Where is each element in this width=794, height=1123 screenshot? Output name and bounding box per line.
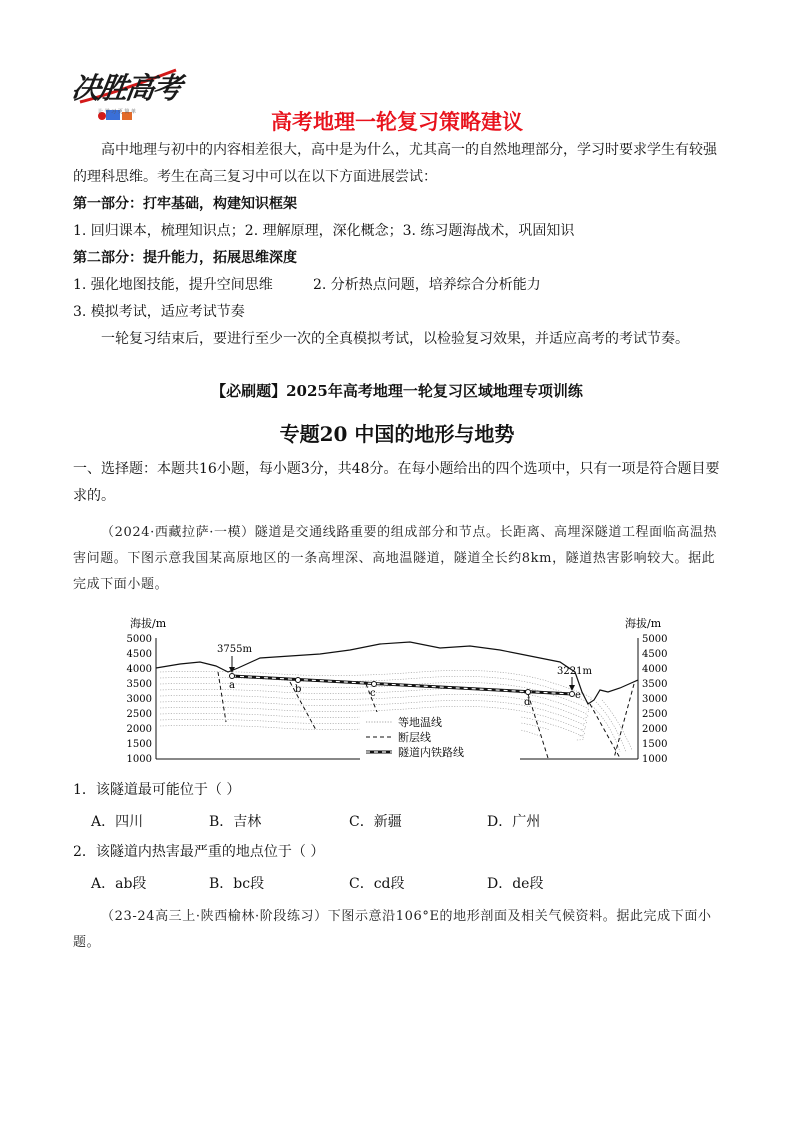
point-label-b: b xyxy=(295,684,302,695)
q1-option-b[interactable]: B．吉林 xyxy=(209,814,262,830)
page-title: 高考地理一轮复习策略建议 xyxy=(271,110,523,134)
question-context-1: （2024·西藏拉萨·一模）隧道是交通线路重要的组成部分和节点。长距离、高埋深隧道工程面临高温热害问题。下图示意我国某高原地区的一条高埋深、高地温隧道，隧道全长约8km，隧道热害影响较大。据此完成下面小题。 xyxy=(73,525,718,592)
q2-option-d[interactable]: D．de段 xyxy=(487,876,544,892)
section-intro: 一、选择题：本题共16小题，每小题3分，共48分。在每小题给出的四个选项中，只有一项是符合题目要求的。 xyxy=(73,461,720,504)
question-2-stem: 2．该隧道内热害最严重的地点位于（ ） xyxy=(73,844,325,860)
tick-label: 3000 xyxy=(126,694,152,705)
tick-label: 2500 xyxy=(642,709,668,720)
logo-text: 决胜高考 xyxy=(69,71,183,105)
question-1-stem: 1．该隧道最可能位于（ ） xyxy=(73,782,241,798)
elevation-a-label: 3755m xyxy=(217,644,252,655)
tick-label: 5000 xyxy=(642,634,668,645)
question-context-2: （23-24高三上·陕西榆林·阶段练习）下图示意沿106°E的地形剖面及相关气候资料。据此完成下面小题。 xyxy=(73,909,712,950)
elevation-e-label: 3221m xyxy=(557,666,592,677)
point-e-marker xyxy=(570,692,575,697)
intro-closing: 一轮复习结束后，要进行至少一次的全真模拟考试，以检验复习效果，并适应高考的考试节奏。 xyxy=(101,331,689,347)
tick-label: 3500 xyxy=(642,679,668,690)
point-label-a: a xyxy=(229,680,235,691)
part1-items: 1. 回归课本，梳理知识点；2. 理解原理，深化概念；3. 练习题海战术，巩固知识 xyxy=(73,223,575,239)
part1-title: 第一部分：打牢基础，构建知识框架 xyxy=(73,196,297,212)
exam-topic: 专题20 中国的地形与地势 xyxy=(279,422,515,446)
exam-header: 【必刷题】2025年高考地理一轮复习区域地理专项训练 xyxy=(211,382,583,400)
tick-label: 1500 xyxy=(126,739,152,750)
tick-label: 4000 xyxy=(642,664,668,675)
part2-item-1: 1. 强化地图技能，提升空间思维 xyxy=(73,277,273,293)
legend-tunnel: 隧道内铁路线 xyxy=(398,746,464,759)
legend-fault: 断层线 xyxy=(398,731,431,744)
left-axis-label: 海拔/m xyxy=(130,617,167,630)
right-axis-label: 海拔/m xyxy=(625,617,662,630)
point-c-marker xyxy=(372,682,377,687)
tick-label: 4500 xyxy=(642,649,668,660)
point-a-marker xyxy=(230,674,235,679)
tick-label: 3500 xyxy=(126,679,152,690)
legend xyxy=(360,712,520,760)
intro-paragraph: 高中地理与初中的内容相差很大，高中是为什么，尤其高一的自然地理部分，学习时要求学生有较强的理科思维。考生在高三复习中可以在以下方面进展尝试： xyxy=(73,142,717,185)
legend-isotherm: 等地温线 xyxy=(398,716,442,729)
tick-label: 2000 xyxy=(642,724,668,735)
q2-option-a[interactable]: A．ab段 xyxy=(91,876,147,892)
part2-item-3: 3. 模拟考试，适应考试节奏 xyxy=(73,304,245,320)
tick-label: 4500 xyxy=(126,649,152,660)
q2-option-b[interactable]: B．bc段 xyxy=(209,876,265,892)
tick-label: 1000 xyxy=(642,754,668,765)
logo-subtext: 让 学 习 更 简 单 xyxy=(98,109,136,115)
q1-option-a[interactable]: A．四川 xyxy=(91,814,144,830)
point-b-marker xyxy=(296,678,301,683)
q1-option-d[interactable]: D．广州 xyxy=(487,814,541,830)
tick-label: 5000 xyxy=(126,634,152,645)
q2-option-c[interactable]: C．cd段 xyxy=(349,876,405,892)
tick-label: 3000 xyxy=(642,694,668,705)
part2-title: 第二部分：提升能力，拓展思维深度 xyxy=(73,250,297,266)
point-d-marker xyxy=(526,690,531,695)
part2-item-2: 2. 分析热点问题，培养综合分析能力 xyxy=(313,277,541,293)
tick-label: 4000 xyxy=(126,664,152,675)
point-label-d: d xyxy=(524,697,531,708)
point-label-e: e xyxy=(575,690,581,701)
tick-label: 1500 xyxy=(642,739,668,750)
tick-label: 2000 xyxy=(126,724,152,735)
q1-option-c[interactable]: C．新疆 xyxy=(349,814,402,830)
point-label-c: c xyxy=(370,688,376,699)
tunnel-profile-figure xyxy=(120,612,680,767)
tick-label: 1000 xyxy=(126,754,152,765)
tick-label: 2500 xyxy=(126,709,152,720)
